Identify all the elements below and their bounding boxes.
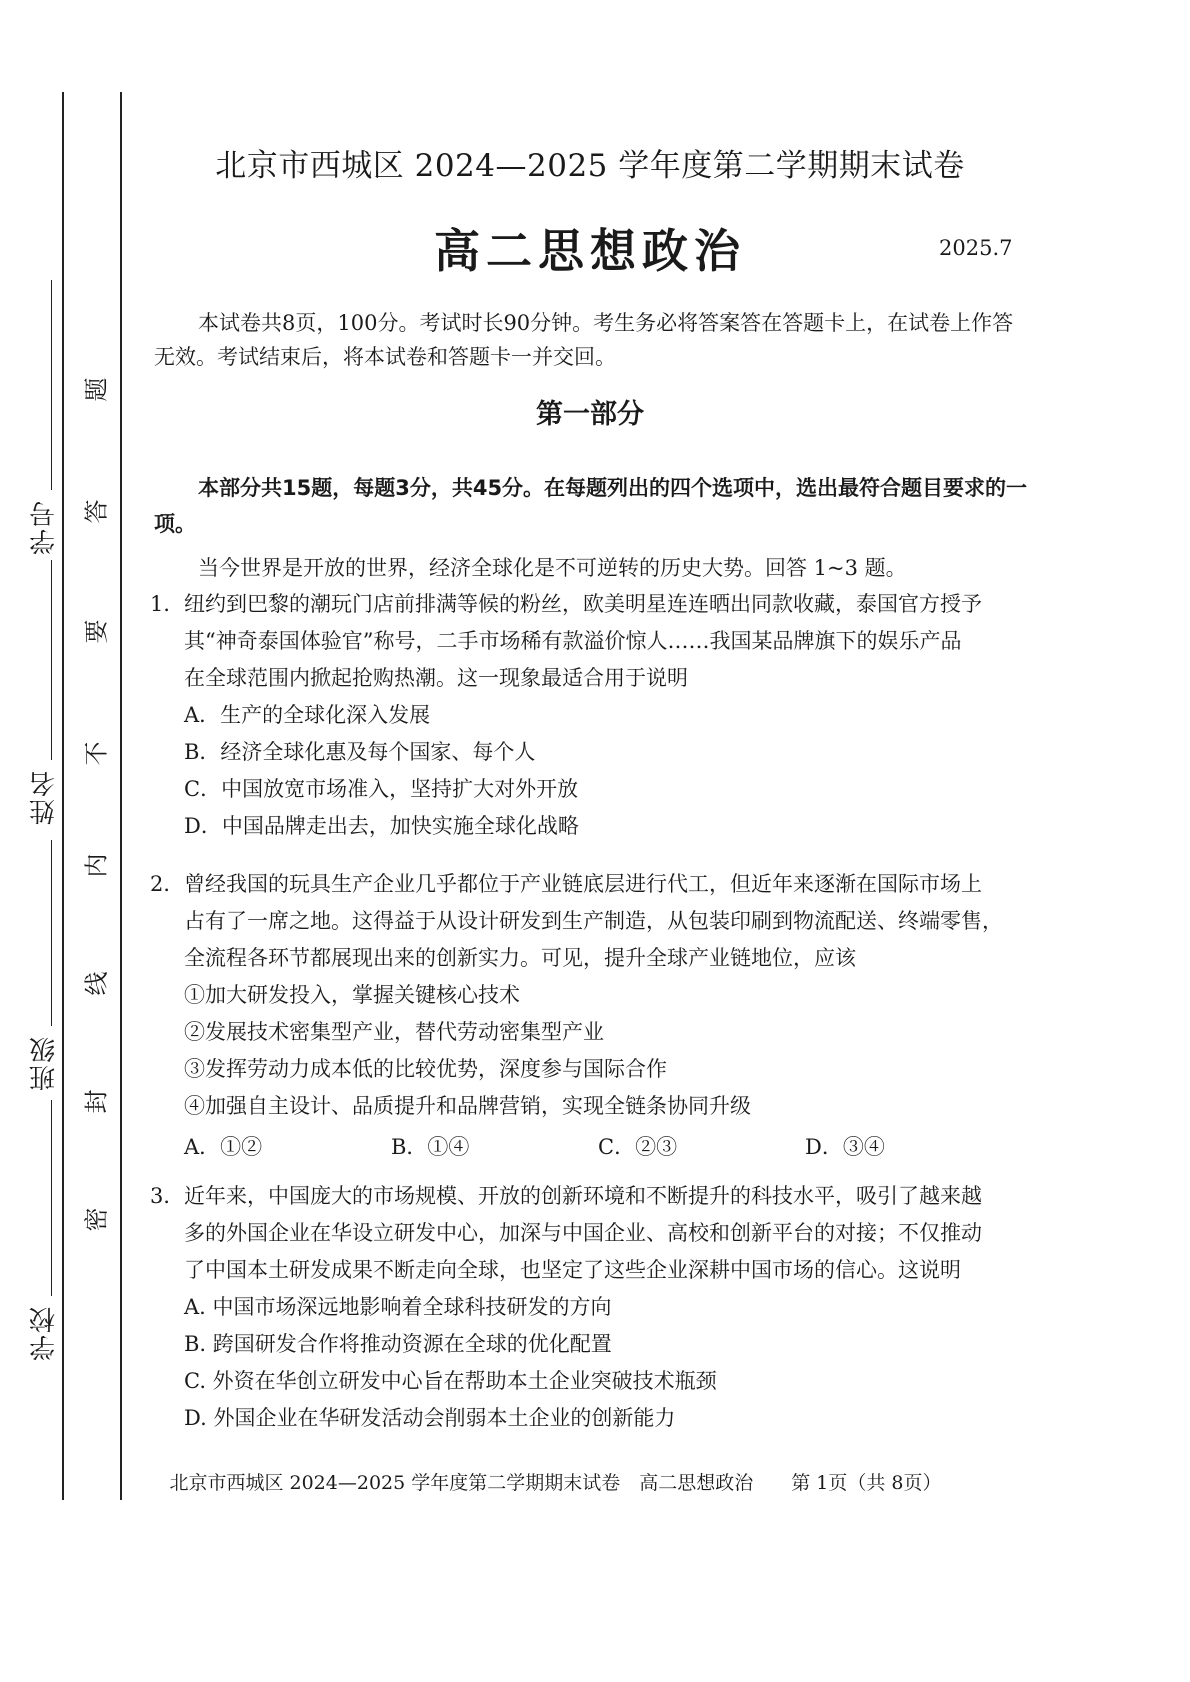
question-stem-line: 占有了一席之地。这得益于从设计研发到生产制造，从包装印刷到物流配送、终端零售，: [184, 909, 1003, 933]
name-label: 姓名: [29, 769, 60, 825]
statement-4: ④加强自主设计、品质提升和品牌营销，实现全链条协同升级: [184, 1094, 751, 1118]
question-number: 1．: [150, 592, 185, 616]
class-label: 班级: [29, 1035, 60, 1091]
class-blank: [51, 840, 52, 1026]
student-id-label: 学号: [29, 499, 60, 555]
seal-char-7: 封: [82, 1089, 111, 1114]
question-stem-line: 全流程各环节都展现出来的创新实力。可见，提升全球产业链地位，应该: [184, 946, 856, 970]
name-blank: [51, 560, 52, 760]
part-description: 本部分共15题，每题3分，共45分。在每题列出的四个选项中，选出最符合题目要求的一项。: [154, 476, 1028, 536]
statement-3: ③发挥劳动力成本低的比较优势，深度参与国际合作: [184, 1057, 667, 1081]
seal-char-3: 要: [82, 619, 111, 644]
question-stem-line: 在全球范围内掀起抢购热潮。这一现象最适合用于说明: [184, 666, 688, 690]
exam-instructions: 本试卷共8页，100分。考试时长90分钟。考生务必将答案答在答题卡上，在试卷上作答无效。考试结束后，将本试卷和答题卡一并交回。: [154, 311, 1014, 369]
seal-char-2: 答: [82, 499, 111, 524]
option-b: B．经济全球化惠及每个国家、每个人: [184, 740, 536, 764]
exam-date: 2025.7: [939, 236, 1013, 260]
part-heading: 第一部分: [536, 399, 644, 430]
question-group-lead: 当今世界是开放的世界，经济全球化是不可逆转的历史大势。回答 1~3 题。: [198, 556, 907, 580]
school-label: 学校: [29, 1305, 60, 1361]
binding-line-inner: [120, 92, 122, 1500]
statement-1: ①加大研发投入，掌握关键核心技术: [184, 983, 520, 1007]
question-2: [150, 866, 1030, 1166]
option-a: A．生产的全球化深入发展: [184, 703, 431, 727]
seal-char-6: 线: [82, 971, 111, 996]
option-b: B. 跨国研发合作将推动资源在全球的优化配置: [184, 1332, 612, 1356]
question-3: [150, 1178, 1030, 1437]
option-c: C．②③: [598, 1135, 678, 1159]
option-d: D．中国品牌走出去，加快实施全球化战略: [184, 814, 579, 838]
question-stem-line: 多的外国企业在华设立研发中心，加深与中国企业、高校和创新平台的对接；不仅推动: [184, 1221, 982, 1245]
question-number: 2．: [150, 872, 185, 896]
question-stem-line: 了中国本土研发成果不断走向全球，也坚定了这些企业深耕中国市场的信心。这说明: [184, 1258, 961, 1282]
option-a: A. 中国市场深远地影响着全球科技研发的方向: [184, 1295, 612, 1319]
option-d: D．③④: [805, 1135, 885, 1159]
statement-2: ②发展技术密集型产业，替代劳动密集型产业: [184, 1020, 604, 1044]
page-footer: 北京市西城区 2024—2025 学年度第二学期期末试卷 高二思想政治 第 1页（共 8页）: [169, 1472, 942, 1494]
question-1: [150, 586, 1030, 845]
question-stem-line: 曾经我国的玩具生产企业几乎都位于产业链底层进行代工，但近年来逐渐在国际市场上: [184, 872, 982, 896]
school-blank: [51, 1100, 52, 1296]
exam-title: 北京市西城区 2024—2025 学年度第二学期期末试卷: [215, 148, 965, 184]
option-c: C. 外资在华创立研发中心旨在帮助本土企业突破技术瓶颈: [184, 1369, 717, 1393]
student-id-blank: [51, 280, 52, 490]
question-stem-line: 其“神奇泰国体验官”称号，二手市场稀有款溢价惊人……我国某品牌旗下的娱乐产品: [184, 629, 962, 653]
subject-title: 高二思想政治: [434, 224, 746, 278]
seal-char-8: 密: [82, 1207, 111, 1232]
question-stem-line: 纽约到巴黎的潮玩门店前排满等候的粉丝，欧美明星连连晒出同款收藏，泰国官方授予: [184, 592, 982, 616]
option-d: D. 外国企业在华研发活动会削弱本土企业的创新能力: [184, 1406, 676, 1430]
option-c: C．中国放宽市场准入，坚持扩大对外开放: [184, 777, 579, 801]
option-a: A．①②: [184, 1135, 263, 1159]
seal-char-4: 不: [82, 741, 111, 766]
seal-char-1: 题: [82, 377, 111, 402]
question-number: 3．: [150, 1184, 185, 1208]
question-stem-line: 近年来，中国庞大的市场规模、开放的创新环境和不断提升的科技水平，吸引了越来越: [184, 1184, 982, 1208]
option-b: B．①④: [391, 1135, 470, 1159]
seal-char-5: 内: [82, 853, 111, 878]
option-row: [150, 1129, 1030, 1166]
